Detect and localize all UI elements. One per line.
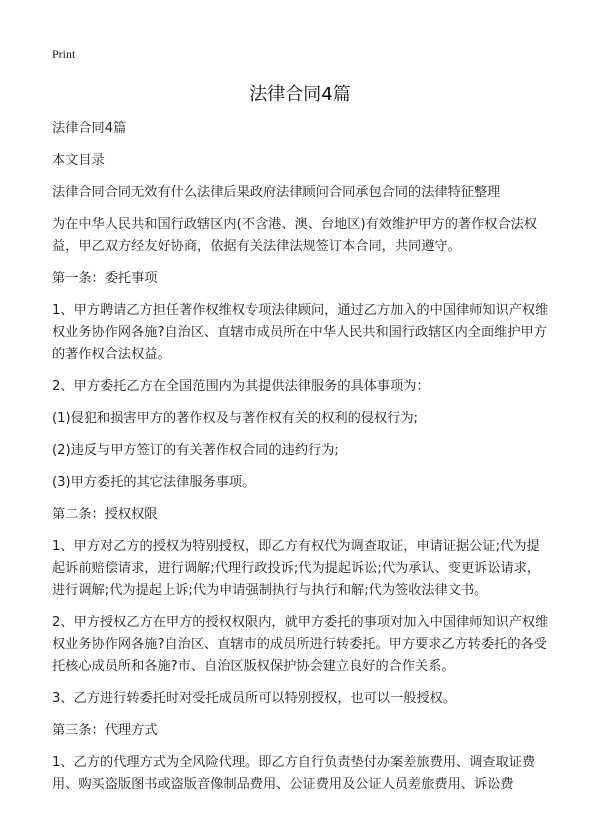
paragraph-preamble: 为在中华人民共和国行政辖区内(不含港、澳、台地区)有效维护甲方的著作权合法权益，甲乙双方经友好协商，依据有关法律法规签订本合同，共同遵守。	[52, 217, 538, 254]
document-body	[52, 118, 552, 806]
paragraph-article-1-item-2: 2、甲方委托乙方在全国范围内为其提供法律服务的具体事项为：	[52, 379, 430, 394]
paragraph-article-1-item-1: 1、甲方聘请乙方担任著作权维权专项法律顾问，通过乙方加入的中国律师知识产权维权业务协作网各施?自治区、直辖市成员所在中华人民共和国行政辖区内全面维护甲方的著作权合法权益。	[52, 303, 549, 362]
paragraph-toc-heading: 本文目录	[52, 153, 105, 168]
section-heading-article-2: 第二条：授权权限	[52, 507, 158, 522]
paragraph-article-2-item-1: 1、甲方对乙方的授权为特别授权，即乙方有权代为调查取证，申请证据公证;代为提起诉前赔偿请求，进行调解;代理行政投诉;代为提起诉讼;代为承认、变更诉讼请求，进行调解;代为提起上诉;代为申请强制执行与执行和解;代为签收法律文书。	[52, 539, 541, 598]
paragraph-article-2-item-3: 3、乙方进行转委托时对受托成员所可以特别授权，也可以一般授权。	[52, 691, 457, 706]
paragraph-article-1-sub-2: (2)违反与甲方签订的有关著作权合同的违约行为;	[52, 443, 339, 458]
paragraph-article-2-item-2: 2、甲方授权乙方在甲方的授权权限内，就甲方委托的事项对加入中国律师知识产权维权业务协作网各施?自治区、直辖市的成员所进行转委托。甲方要求乙方转委托的各受托核心成员所和各施?市、自治区版权保护协会建立良好的合作关系。	[52, 615, 549, 674]
paragraph-article-1-sub-1: (1)侵犯和损害甲方的著作权及与著作权有关的权利的侵权行为;	[52, 411, 418, 426]
section-heading-article-1: 第一条：委托事项	[52, 271, 158, 286]
paragraph-subtitle: 法律合同4篇	[52, 121, 127, 136]
paragraph-toc-entries: 法律合同合同无效有什么法律后果政府法律顾问合同承包合同的法律特征整理	[52, 185, 501, 200]
document-title: 法律合同4篇	[249, 84, 351, 105]
paragraph-article-3-item-1: 1、乙方的代理方式为全风险代理。即乙方自行负责垫付办案差旅费用、调查取证费用、购买盗版图书或盗版音像制品费用、公证费用及公证人员差旅费用、诉讼费	[52, 755, 536, 792]
print-link[interactable]: Print	[52, 47, 76, 61]
paragraph-article-1-sub-3: (3)甲方委托的其它法律服务事项。	[52, 475, 256, 490]
section-heading-article-3: 第三条：代理方式	[52, 723, 158, 738]
